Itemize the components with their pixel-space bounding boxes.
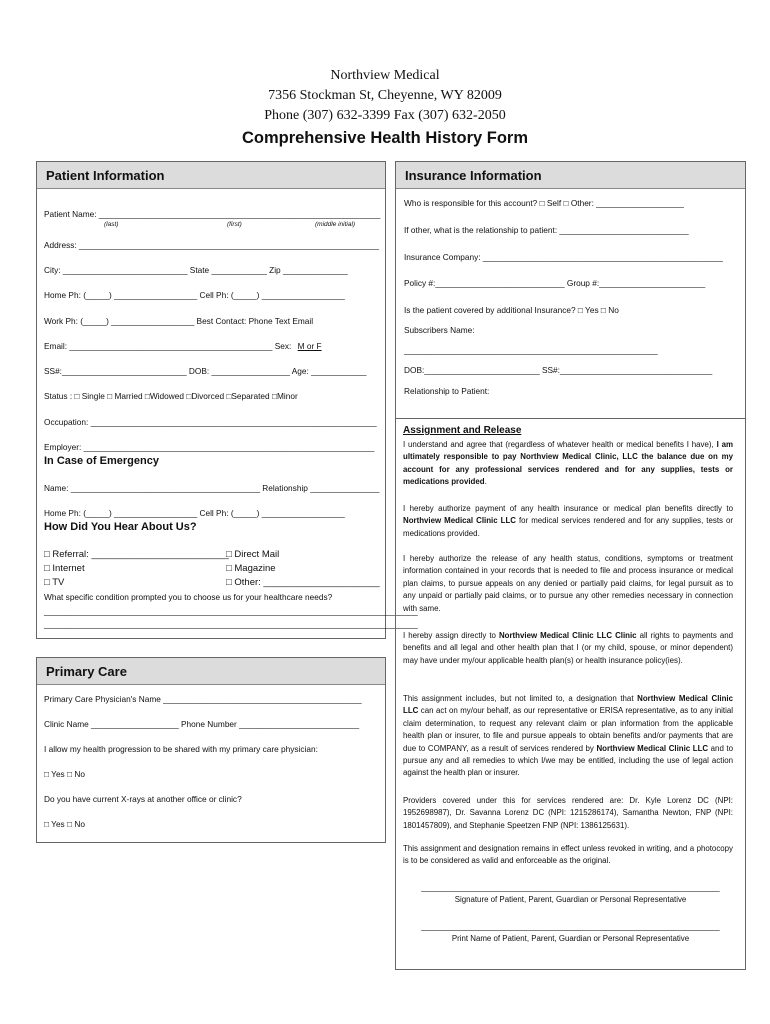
form-header [0,66,770,148]
relationship-to-patient-field[interactable]: Relationship to Patient: [404,386,490,396]
other-checkbox[interactable]: □ Other: ______________________ [226,577,380,588]
primary-physician-field[interactable]: Primary Care Physician's Name ___________________________________________ [44,694,362,704]
patient-information-section [36,161,418,639]
assignment-paragraph-3: I hereby authorize the release of any health status, conditions, symptoms or treatment information contained in your records that is needed to file and process insurance or medical plan claims, to pursue appeals on any denied or partially paid claims, for legal pursuit as to any unpaid or partially paid claims, or to pursue any other remedies necessary in connection with same. [403,554,733,613]
assignment-paragraph-6: Providers covered under this for services rendered are: Dr. Kyle Lorenz DC (NPI: 1952698987), Dr. Savanna Lorenz DC (NPI: 1215286174), Samantha Newton, FNP (NPI: 1801457809), and Stephanie Speetzen FNP (NPI: 1386125631). [403,796,733,830]
occupation-field[interactable]: Occupation: ______________________________________________________________ [44,417,377,427]
print-name-line[interactable]: ____________________________________________________________________ [421,922,720,931]
home-cell-phone-field[interactable]: Home Ph: (_____) __________________ Cell Ph: (_____) __________________ [44,290,345,300]
ss-dob-age-field[interactable]: SS#:___________________________ DOB: _________________ Age: ____________ [44,366,367,376]
assignment-paragraph-2: I hereby authorize payment of any health insurance or medical plan benefits directly to Northview Medical Clinic LLC for medical services rendered and for any supplies, tests or medications provided. [403,504,734,538]
print-name-label: Print Name of Patient, Parent, Guardian or Personal Representative [451,934,690,943]
specific-condition-line-1[interactable]: _________________________________________________________________________________ [44,606,418,616]
signature-line[interactable]: ____________________________________________________________________ [421,883,720,892]
allow-share-yes-no[interactable]: □ Yes □ No [44,769,85,779]
org-name: Northview Medical [330,68,440,83]
work-phone-best-contact-field[interactable]: Work Ph: (_____) __________________ Best Contact: Phone Text Email [44,316,314,326]
insurance-information-heading: Insurance Information [396,162,745,189]
employer-field[interactable]: Employer: _______________________________________________________________ [44,442,375,452]
internet-checkbox[interactable]: □ Internet [44,563,85,574]
org-address: 7356 Stockman St, Cheyenne, WY 82009 [268,88,502,103]
assignment-paragraph-4: I hereby assign directly to Northview Medical Clinic LLC Clinic all rights to payments and benefits and all legal and other health plan that I (or my child, spouse, or minor dependent) may have under my/our applicable health plan(s) or health insurance policy(ies). [403,631,733,665]
address-field[interactable]: Address: _________________________________________________________________ [44,240,379,250]
subscriber-dob-ss-field[interactable]: DOB:_________________________ SS#:_________________________________ [404,365,713,375]
signature-label: Signature of Patient, Parent, Guardian or Personal Representative [454,895,687,904]
policy-group-field[interactable]: Policy #:____________________________ Group #:_______________________ [404,278,706,288]
referral-checkbox[interactable]: □ Referral: __________________________ [44,549,229,560]
subscribers-name-label: Subscribers Name: [404,325,475,335]
assignment-paragraph-5: This assignment includes, but not limited to, a designation that Northview Medical Clinic LLC can act on my/our behalf, as our representative or ERISA representative, as to any initial claim determination, to request any relevant claim or plan information from the applicable health plan or insurer, to file and pursue appeals to obtain benefits and/or payments that are due to COMPANY, as a result of services rendered by Northview Medical Clinic LLC and to pursue any and all remedies to which I/we may be entitled, including the use of legal action against the health plan or insurer. [403,694,733,778]
hear-about-us-heading: How Did You Hear About Us? [44,521,197,533]
magazine-checkbox[interactable]: □ Magazine [226,563,276,574]
patient-name-field[interactable]: Patient Name: _____________________________________________________________ [44,209,381,219]
insurance-information-section [395,161,746,419]
allow-share-question: I allow my health progression to be shared with my primary care physician: [44,744,318,754]
subscribers-name-line[interactable]: _______________________________________________________ [404,345,658,355]
patient-name-middle-hint: (middle initial) [315,221,356,228]
patient-information-heading: Patient Information [37,162,385,189]
form-title: Comprehensive Health History Form [241,129,529,147]
additional-insurance-question[interactable]: Is the patient covered by additional Insurance? □ Yes □ No [404,305,619,315]
emergency-heading: In Case of Emergency [44,455,159,467]
specific-condition-question: What specific condition prompted you to choose us for your healthcare needs? [44,592,333,602]
clinic-name-phone-field[interactable]: Clinic Name ___________________ Phone Number __________________________ [44,719,360,729]
email-sex-field[interactable] [44,341,322,351]
assignment-release-section [395,418,746,970]
direct-mail-checkbox[interactable]: □ Direct Mail [226,549,280,560]
patient-name-first-hint: (first) [227,221,242,228]
tv-checkbox[interactable]: □ TV [44,577,65,588]
specific-condition-line-2[interactable]: _________________________________________________________________________________ [44,619,418,629]
assignment-paragraph-1: I understand and agree that (regardless of whatever health or medical benefits I have), I am ultimately responsible to pay Northview Medical Clinic, LLC the balance due on my account for any professional services rendered and for any supplies, tests or medications provided. [403,440,734,487]
emergency-name-relationship-field[interactable]: Name: _________________________________________ Relationship _______________ [44,483,380,493]
emergency-phones-field[interactable]: Home Ph: (_____) __________________ Cell Ph: (_____) __________________ [44,508,345,518]
primary-care-heading: Primary Care [37,658,385,685]
insurance-company-field[interactable]: Insurance Company: ____________________________________________________ [404,252,723,262]
org-phone-fax: Phone (307) 632-3399 Fax (307) 632-2050 [264,108,506,123]
assignment-release-heading: Assignment and Release [403,425,522,436]
primary-care-section [36,657,386,843]
xrays-question: Do you have current X-rays at another office or clinic? [44,794,242,804]
patient-name-last-hint: (last) [104,221,119,228]
xrays-yes-no[interactable]: □ Yes □ No [44,819,85,829]
sex-options[interactable]: M or F [297,341,322,351]
email-field[interactable]: Email: ____________________________________________ Sex: [44,341,292,351]
city-state-zip-field[interactable]: City: ___________________________ State ____________ Zip ______________ [44,265,348,275]
responsible-party-field[interactable]: Who is responsible for this account? □ Self □ Other: ___________________ [404,198,684,208]
relationship-if-other-field[interactable]: If other, what is the relationship to patient: ____________________________ [404,225,689,235]
marital-status-checkboxes[interactable]: Status : □ Single □ Married □Widowed □Divorced □Separated □Minor [44,391,298,401]
assignment-paragraph-7: This assignment and designation remains in effect unless revoked in writing, and a photocopy is to be considered as valid and enforceable as the original. [403,844,733,866]
